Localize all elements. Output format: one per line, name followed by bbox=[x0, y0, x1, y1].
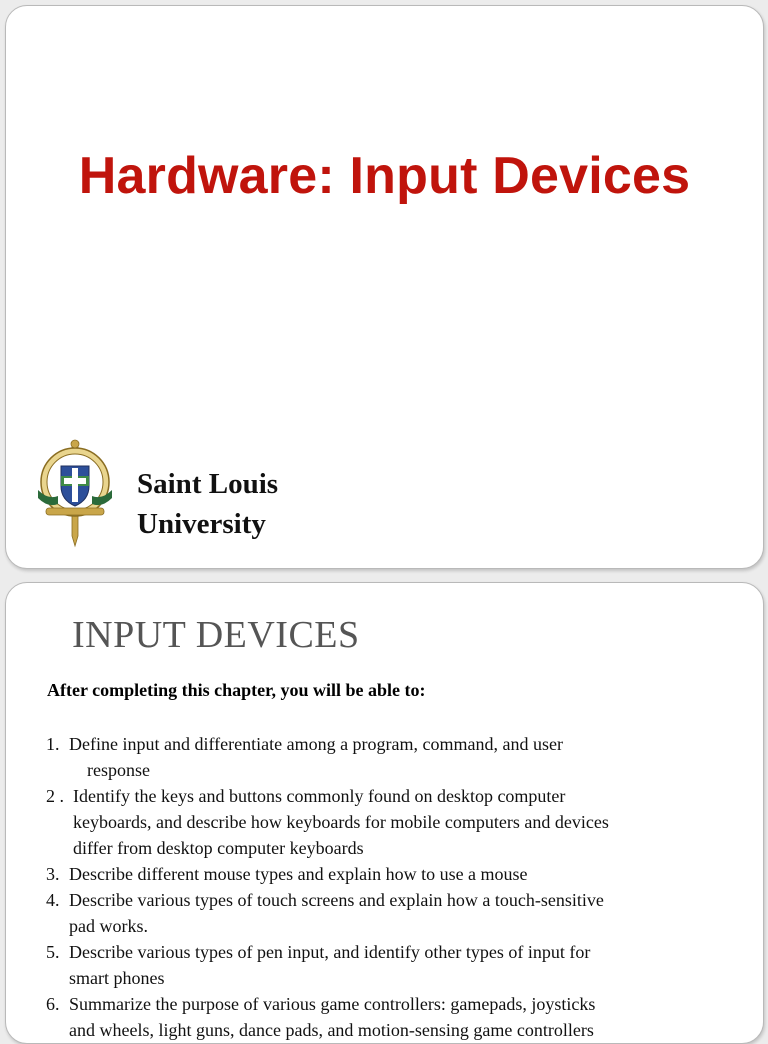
item-text-line: Define input and differentiate among a program, command, and user bbox=[69, 734, 563, 754]
title-slide bbox=[5, 5, 764, 569]
university-name bbox=[137, 464, 278, 544]
item-text-line: pad works. bbox=[69, 916, 148, 936]
list-item bbox=[46, 991, 746, 1043]
item-number: 6. bbox=[46, 994, 60, 1014]
item-text-line: Identify the keys and buttons commonly found on desktop computer bbox=[73, 786, 566, 806]
item-text-line: differ from desktop computer keyboards bbox=[73, 838, 364, 858]
item-text-line: and wheels, light guns, dance pads, and motion-sensing game controllers bbox=[69, 1020, 594, 1040]
slide-heading: INPUT DEVICES bbox=[72, 614, 360, 656]
item-text-line: Describe different mouse types and explain how to use a mouse bbox=[69, 864, 528, 884]
objectives-intro: After completing this chapter, you will be able to: bbox=[47, 680, 426, 700]
university-name-line2: University bbox=[137, 508, 266, 540]
item-number: 4. bbox=[46, 890, 60, 910]
list-item bbox=[46, 887, 746, 939]
list-item bbox=[46, 939, 746, 991]
list-item bbox=[46, 783, 746, 861]
objectives-slide bbox=[5, 582, 764, 1044]
list-item bbox=[46, 731, 746, 783]
slide-title: Hardware: Input Devices bbox=[78, 147, 691, 205]
item-number: 1. bbox=[46, 734, 60, 754]
item-text-line: keyboards, and describe how keyboards for mobile computers and devices bbox=[73, 812, 609, 832]
list-item bbox=[46, 861, 746, 887]
item-number: 5. bbox=[46, 942, 60, 962]
item-text-line: Summarize the purpose of various game controllers: gamepads, joysticks bbox=[69, 994, 596, 1014]
university-name-line1: Saint Louis bbox=[137, 468, 279, 500]
item-number: 3. bbox=[46, 864, 60, 884]
objectives-list bbox=[46, 731, 746, 1043]
item-text-line: smart phones bbox=[69, 968, 165, 988]
item-text-line: response bbox=[87, 760, 150, 780]
item-text-line: Describe various types of touch screens and explain how a touch-sensitive bbox=[69, 890, 604, 910]
university-seal-logo bbox=[28, 438, 122, 554]
item-number: 2 . bbox=[46, 786, 64, 806]
item-text-line: Describe various types of pen input, and identify other types of input for bbox=[69, 942, 591, 962]
